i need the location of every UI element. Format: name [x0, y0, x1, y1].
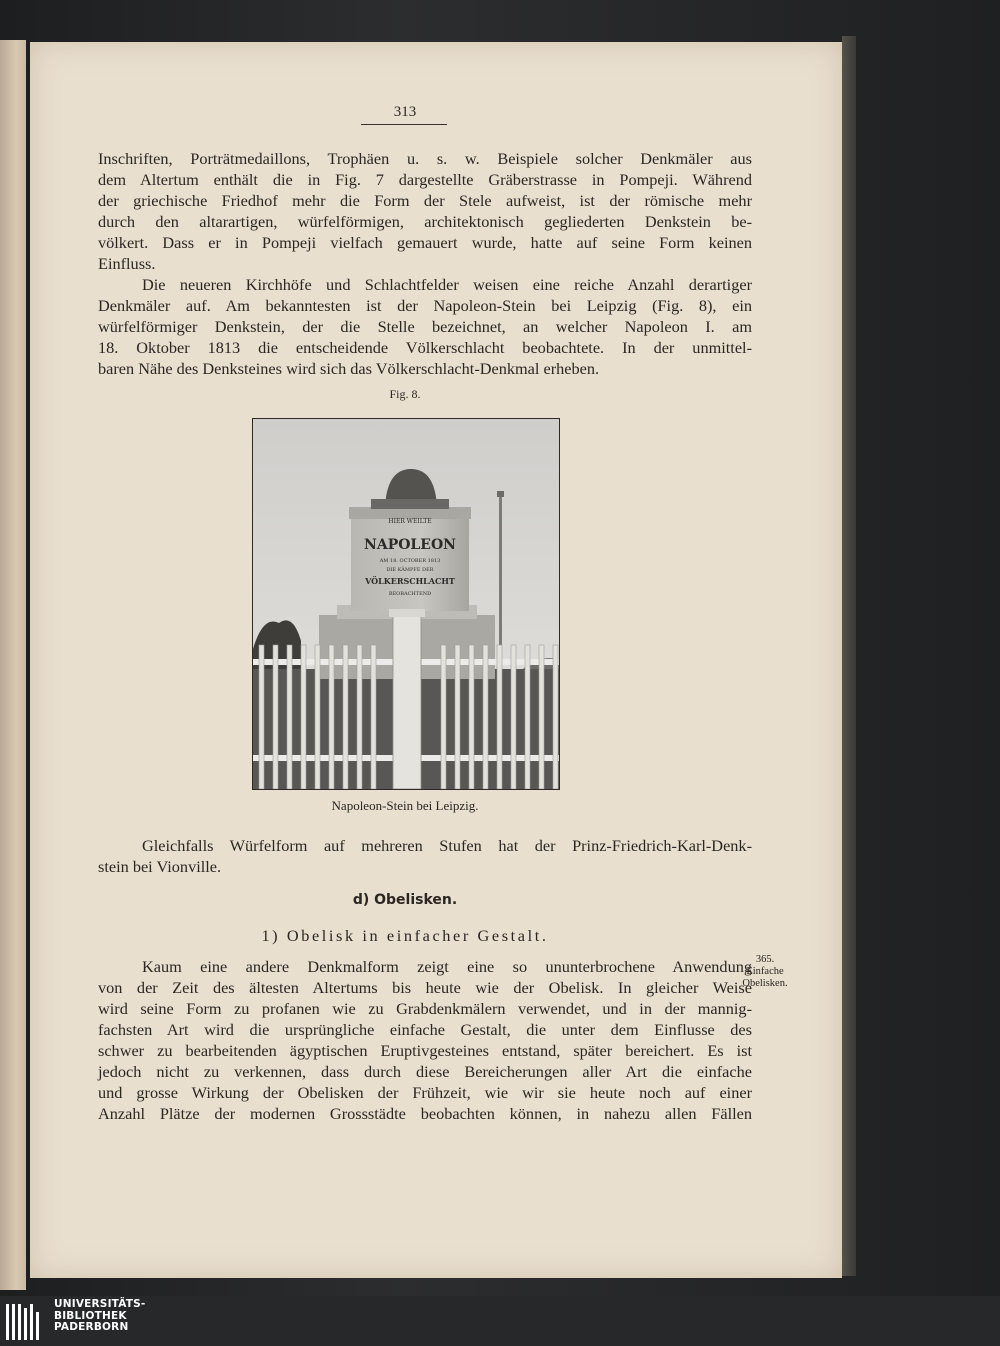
inscription-line: VÖLKERSCHLACHT: [365, 576, 455, 586]
text-line: würfelförmiger Denkstein, der die Stelle bezeichnet, an welcher Napoleon I. am: [98, 317, 752, 336]
text-line: Kaum eine andere Denkmalform zeigt eine so ununterbrochene Anwendung: [142, 957, 752, 976]
text-line: baren Nähe des Denksteines wird sich das Völkerschlacht-Denkmal erheben.: [98, 359, 600, 378]
library-logo-icon: [6, 1304, 46, 1340]
text-line: stein bei Vionville.: [98, 857, 222, 876]
figure-label: Fig. 8.: [389, 387, 421, 401]
library-name: [54, 1299, 145, 1334]
text-line: von der Zeit des ältesten Altertums bis heute wie der Obelisk. In gleicher Weise: [98, 978, 752, 997]
text-line: durch den altarartigen, würfelförmigen, architektonisch gegliederten Denkstein be-: [98, 212, 752, 231]
cover-board-edge: [842, 36, 856, 1276]
figure-caption: Napoleon-Stein bei Leipzig.: [331, 798, 479, 813]
text-line: dem Altertum enthält die in Fig. 7 dargestellte Gräberstrasse in Pompeji. Während: [98, 170, 752, 189]
text-line: Anzahl Plätze der modernen Grossstädte beobachten können, in nahezu allen Fällen: [98, 1104, 752, 1123]
text-line: Einfluss.: [98, 254, 156, 273]
subsection-heading: 1) Obelisk in einfacher Gestalt.: [261, 926, 549, 945]
section-heading: d) Obelisken.: [352, 892, 458, 908]
inscription-line: HIER WEILTE: [388, 518, 432, 525]
book-page: [30, 42, 842, 1278]
text-line: völkert. Dass er in Pompeji vielfach gemauert wurde, hatte auf seine Form keinen: [98, 233, 752, 252]
text-line: wird seine Form zu profanen wie zu Grabdenkmälern verwendet, und in der mannig-: [98, 999, 752, 1018]
text-line: fachsten Art wird die ursprüngliche einfache Gestalt, die unter dem Einflusse des: [98, 1020, 752, 1039]
margin-note-line: Obelisken.: [742, 978, 788, 989]
text-line: Die neueren Kirchhöfe und Schlachtfelder weisen eine reiche Anzahl derartiger: [142, 275, 752, 294]
page-number: 313: [393, 104, 417, 120]
margin-note-line: Einfache: [746, 966, 784, 977]
inscription-line: BEOBACHTEND: [388, 591, 432, 597]
text-line: Gleichfalls Würfelform auf mehreren Stufen hat der Prinz-Friedrich-Karl-Denk-: [142, 836, 752, 855]
library-name-line: PADERBORN: [54, 1321, 129, 1333]
inscription-line: NAPOLEON: [364, 537, 456, 553]
napoleon-stein-photograph: [252, 418, 560, 790]
library-name-line: UNIVERSITÄTS-: [54, 1298, 146, 1310]
margin-note-line: 365.: [755, 954, 775, 965]
text-line: 18. Oktober 1813 die entscheidende Völkerschlacht beobachtete. In der unmittel-: [98, 338, 752, 357]
inscription-line: AM 18. OCTOBER 1813: [379, 558, 441, 564]
text-line: schwer zu bearbeitenden ägyptischen Eruptivgesteines entstand, später bereichert. Es ist: [98, 1041, 752, 1060]
left-page-edge: [0, 40, 26, 1290]
text-line: jedoch nicht zu verkennen, dass durch diese Bereicherungen aller Art die einfache: [98, 1062, 752, 1081]
text-line: der griechische Friedhof mehr die Form der Stele aufweist, ist der römische mehr: [98, 191, 752, 210]
inscription-line: DIE KÄMPFE DER: [386, 567, 434, 573]
text-line: Denkmäler auf. Am bekanntesten ist der Napoleon-Stein bei Leipzig (Fig. 8), ein: [98, 296, 752, 315]
library-footer: [0, 1296, 1000, 1346]
text-line: Inschriften, Porträtmedaillons, Trophäen u. s. w. Beispiele solcher Denkmäler aus: [98, 149, 752, 168]
library-name-line: BIBLIOTHEK: [54, 1309, 127, 1322]
page-number-rule: [361, 124, 447, 125]
text-line: und grosse Wirkung der Obelisken der Frühzeit, wie wir sie heute noch auf einer: [98, 1083, 752, 1102]
